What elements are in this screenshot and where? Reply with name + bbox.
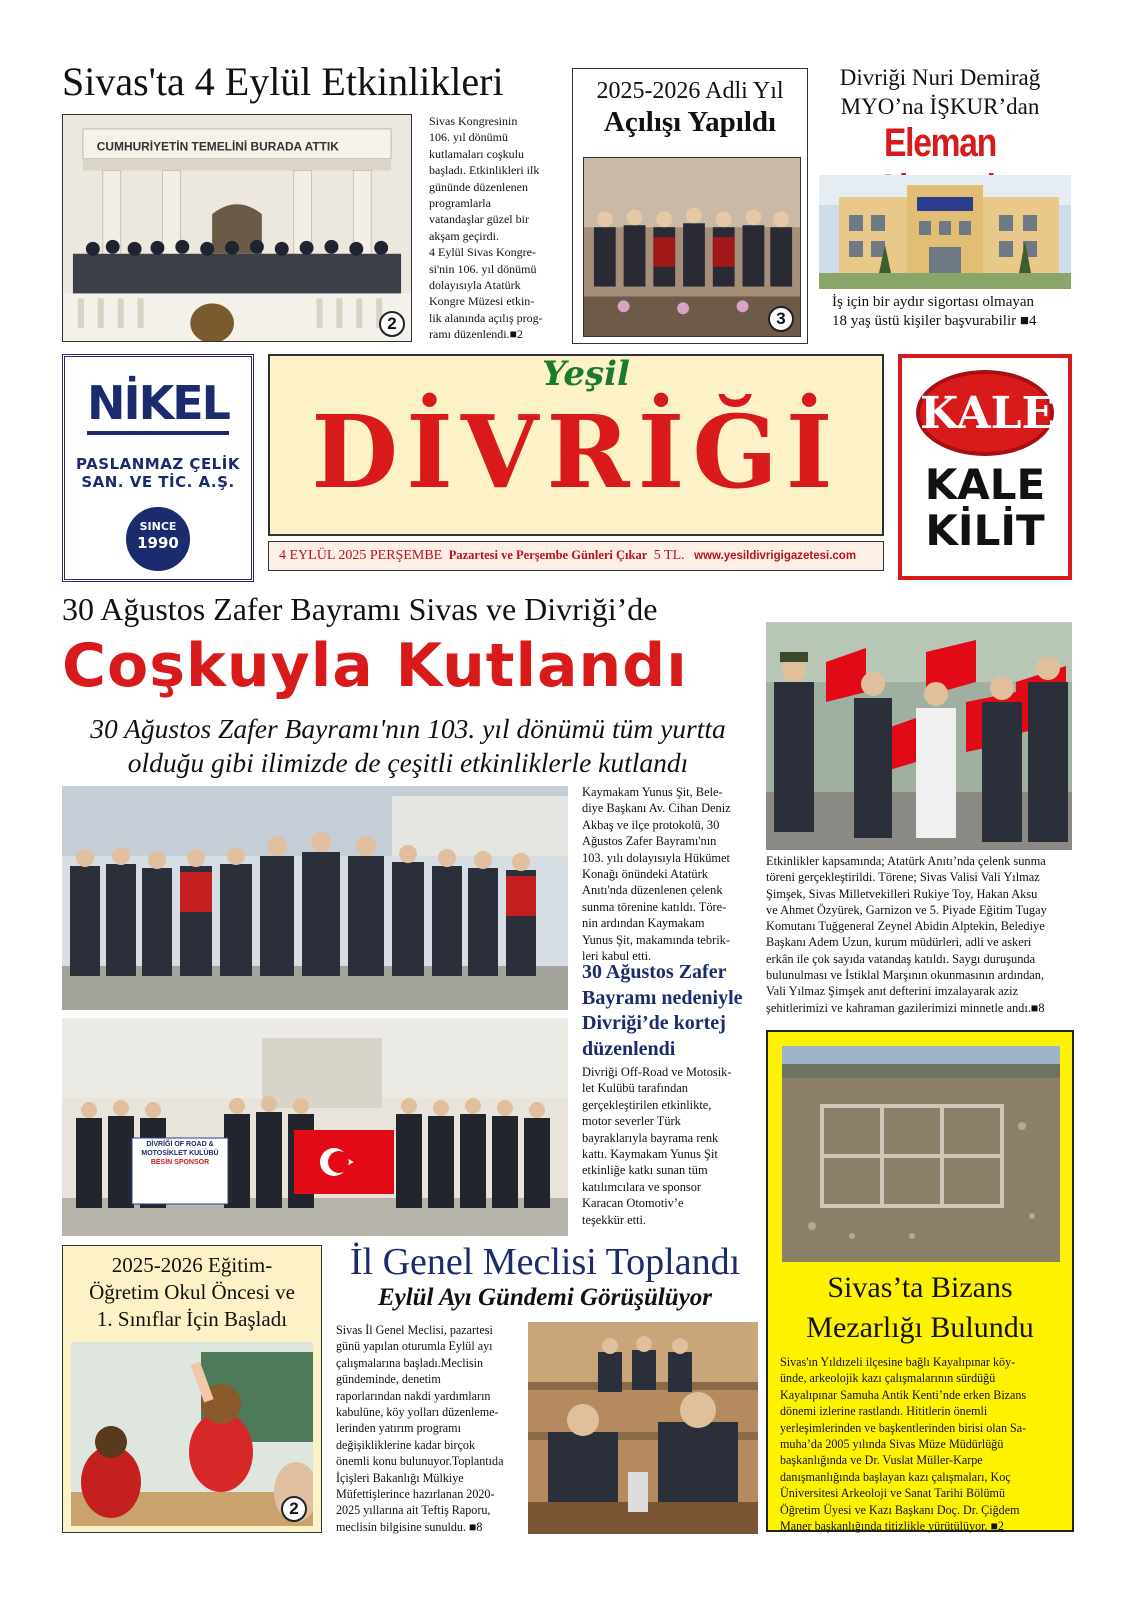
page-ref-badge: 2 [281, 1496, 307, 1522]
photo-adli-yil [583, 157, 801, 337]
issue-price: 5 TL. [653, 548, 685, 563]
main-body-2: Divriği Off-Road ve Motosik- let Kulübü tarafından gerçekleştirilen etkinlikte, motor severler Türk bayraklarıyla bayrama renk kattı. Kaymakam Yunus Şit etkinliğe katkı sunan tüm katılımcılara ve sponsor Karacan Otomotiv’e teşekkür etti. [582, 1065, 732, 1227]
school-line2: Öğretim Okul Öncesi ve [89, 1280, 295, 1304]
photo-myo-building [819, 175, 1071, 289]
iskur-line1[interactable]: Divriği Nuri Demirağ [839, 65, 1041, 90]
issue-schedule: Pazartesi ve Perşembe Günleri Çıkar [448, 548, 648, 562]
photo-zafer-march [766, 622, 1072, 850]
school-line1: 2025-2026 Eğitim- [111, 1253, 273, 1277]
motorcycle-club-illustration [62, 1018, 568, 1236]
meclis-body: Sivas İl Genel Meclisi, pazartesi günü yapılan oturumla Eylül ayı çalışmalarına başladı.Meclisin gündeminde, denetim raporlarından nakdi yardımların kabulüne, köy yolları düzenleme- lerinden yatırım programı değişikliklerine kadar birçok önemli konu bulunuyor.Toplantıda İçişleri Bakanlığı Mülkiye Müfettişlerince hazırlanan 2020- 2025 yıllarına ait Teftiş Raporu, meclisin bilgisine sunuldu. ■8 [336, 1323, 504, 1534]
since-year: 1990 [137, 534, 179, 552]
meclis-illustration [528, 1322, 758, 1534]
kale-logo-emblem [916, 370, 1054, 456]
photo-meclis [528, 1322, 758, 1534]
main-deck-2: olduğu gibi ilimizde de çeşitli etkinliklerle kutlandı [127, 747, 689, 778]
headline-4-eylul[interactable]: Sivas'ta 4 Eylül Etkinlikleri [62, 59, 504, 104]
club-banner-line2: MOTOSİKLET KULÜBÜ [141, 1150, 219, 1157]
zafer-march-illustration [766, 622, 1072, 850]
masthead[interactable] [268, 354, 884, 536]
club-banner-text [132, 1140, 228, 1167]
page-ref-badge: 2 [379, 311, 405, 337]
iskur-line2[interactable]: MYO’na İŞKUR’dan [840, 94, 1040, 119]
main-kicker[interactable]: 30 Ağustos Zafer Bayramı Sivas ve Divriği’de [62, 591, 658, 627]
kale-line2: KİLİT [925, 506, 1045, 555]
photo-protocol-group [62, 786, 568, 1010]
photo-excavation [782, 1046, 1060, 1262]
masthead-dateline [268, 541, 884, 571]
kale-logo-text: KALE [920, 388, 1056, 439]
club-banner-line3: BESİN SPONSOR [150, 1159, 210, 1166]
main-subheadline[interactable]: 30 Ağustos Zafer Bayramı nedeniyle Divriği’de kortej düzenlendi [582, 961, 743, 1060]
kale-line1: KALE [924, 460, 1046, 509]
bizans-title-2: Mezarlığı Bulundu [806, 1311, 1034, 1344]
meclis-deck: Eylül Ayı Gündemi Görüşülüyor [377, 1284, 713, 1311]
myo-building-illustration [819, 175, 1071, 289]
ad-kale[interactable] [898, 354, 1072, 580]
iskur-line3[interactable]: Eleman [884, 121, 996, 165]
protocol-illustration [62, 786, 568, 1010]
nikel-logo: NİKEL [87, 376, 229, 430]
masthead-script: Yeşil [542, 354, 630, 394]
classroom-illustration [71, 1342, 313, 1526]
iskur-caption: İş için bir aydır sigortası olmayan 18 yaş üstü kişiler başvurabilir ■4 [832, 294, 1037, 329]
nikel-line1: PASLANMAZ ÇELİK [76, 455, 240, 473]
masthead-title: DİVRİĞİ [311, 393, 841, 511]
nikel-line2: SAN. VE TİC. A.Ş. [81, 473, 235, 491]
main-headline[interactable]: Coşkuyla Kutlandı [62, 631, 688, 701]
main-deck-1: 30 Ağustos Zafer Bayramı'nın 103. yıl dönümü tüm yurtta [90, 713, 726, 744]
meclis-headline[interactable]: İl Genel Meclisi Toplandı [349, 1241, 741, 1283]
zafer-caption: Etkinlikler kapsamında; Atatürk Anıtı’nda çelenk sunma töreni gerçekleştirildi. Törene; Sivas Valisi Vali Yılmaz Şimşek, Sivas Milletvekilleri Rukiye Toy, Hakan Aksu ve Ahmet Özyürek, Garnizon ve 5. Piyade Eğitim Tugay Komutanı Tuğgeneral Zeynel Abidin Alptekin, Belediye Başkanı Adem Uzun, kurum müdürleri, adli ve askeri erkân ile çok sayıda vatandaş katıldı. Saygı duruşunda bulunulması ve İstiklal Marşının okunmasının ardından, Vali Yılmaz Şimşek anıt defterini imzalayarak aziz şehitlerimizi ve kahraman gazilerimizi minnetle andı.■8 [766, 854, 1047, 1015]
site-url[interactable]: www.yesildivrigigazetesi.com [694, 550, 857, 562]
body-4-eylul: Sivas Kongresinin 106. yıl dönümü kutlamaları coşkulu başladı. Etkinlikleri ilk gününde düzenlenen programlarla vatandaşlar güzel bir akşam geçirdi. 4 Eylül Sivas Kongre- si'nin 106. yıl dönümü dolayısıyla Atatürk Kongre Müzesi etkin- lik alanında açılış prog- ramı düzenlendi.■2 [429, 114, 543, 342]
club-banner-line1: DİVRİĞİ OF ROAD & [146, 1141, 214, 1148]
adli-yil-box[interactable] [572, 68, 808, 344]
issue-date: 4 EYLÜL 2025 PERŞEMBE [279, 548, 443, 563]
main-body-1: Kaymakam Yunus Şit, Bele- diye Başkanı Av. Cihan Deniz Akbaş ve ilçe protokolü, 30 Ağustos Zafer Bayramı'nın 103. yılı dolayısıyla Hükümet Konağı önündeki Atatürk Anıtı'nda düzenlenen çelenk sunma törenine katıldı. Töre- nin ardından Kaymakam Yunus Şit, makamında tebrik- leri kabul etti. [582, 785, 731, 964]
school-line3: 1. Sınıflar İçin Başladı [96, 1307, 288, 1331]
photo-motorcycle-club [62, 1018, 568, 1236]
photo-classroom [71, 1342, 313, 1526]
bizans-box[interactable] [766, 1030, 1074, 1532]
ceremony-illustration [584, 158, 800, 336]
building-illustration [63, 115, 411, 341]
kongre-sign-text: CUMHURİYETİN TEMELİNİ BURADA ATTIK [96, 139, 339, 154]
adli-yil-line1: 2025-2026 Adli Yıl [596, 78, 784, 104]
photo-kongre-building [62, 114, 412, 342]
since-label: SINCE [139, 520, 177, 533]
page-ref-badge: 3 [768, 306, 794, 332]
bizans-body: Sivas'ın Yıldızeli ilçesine bağlı Kayalıpınar köy- ünde, arkeolojik kazı çalışmalarının sürdüğü Kayalıpınar Samuha Antik Kenti’nde erken Bizans dönemi izlerine rastlandı. Hititlerin önemli yerleşimlerinden ve başkentlerinden birisi olan Sa- muha’da 2005 yılında Sivas Müze Müdürlüğü başkanlığında ve Dr. Vuslat Müller-Karpe danışmanlığında başlayan kazı çalışmaları, Koç Üniversitesi Arkeoloji ve Sanat Tarihi Bölümü Öğretim Üyesi ve Kazı Başkanı Doç. Dr. Çiğdem Maner başkanlığında titizlikle yürütülüyor. ■2 [780, 1355, 1027, 1534]
bizans-title-1: Sivas’ta Bizans [827, 1271, 1013, 1304]
school-box[interactable] [62, 1245, 322, 1533]
excavation-illustration [782, 1046, 1060, 1262]
since-1990-seal [126, 507, 190, 571]
adli-yil-line2: Açılışı Yapıldı [603, 106, 777, 138]
ad-nikel[interactable] [62, 354, 254, 582]
